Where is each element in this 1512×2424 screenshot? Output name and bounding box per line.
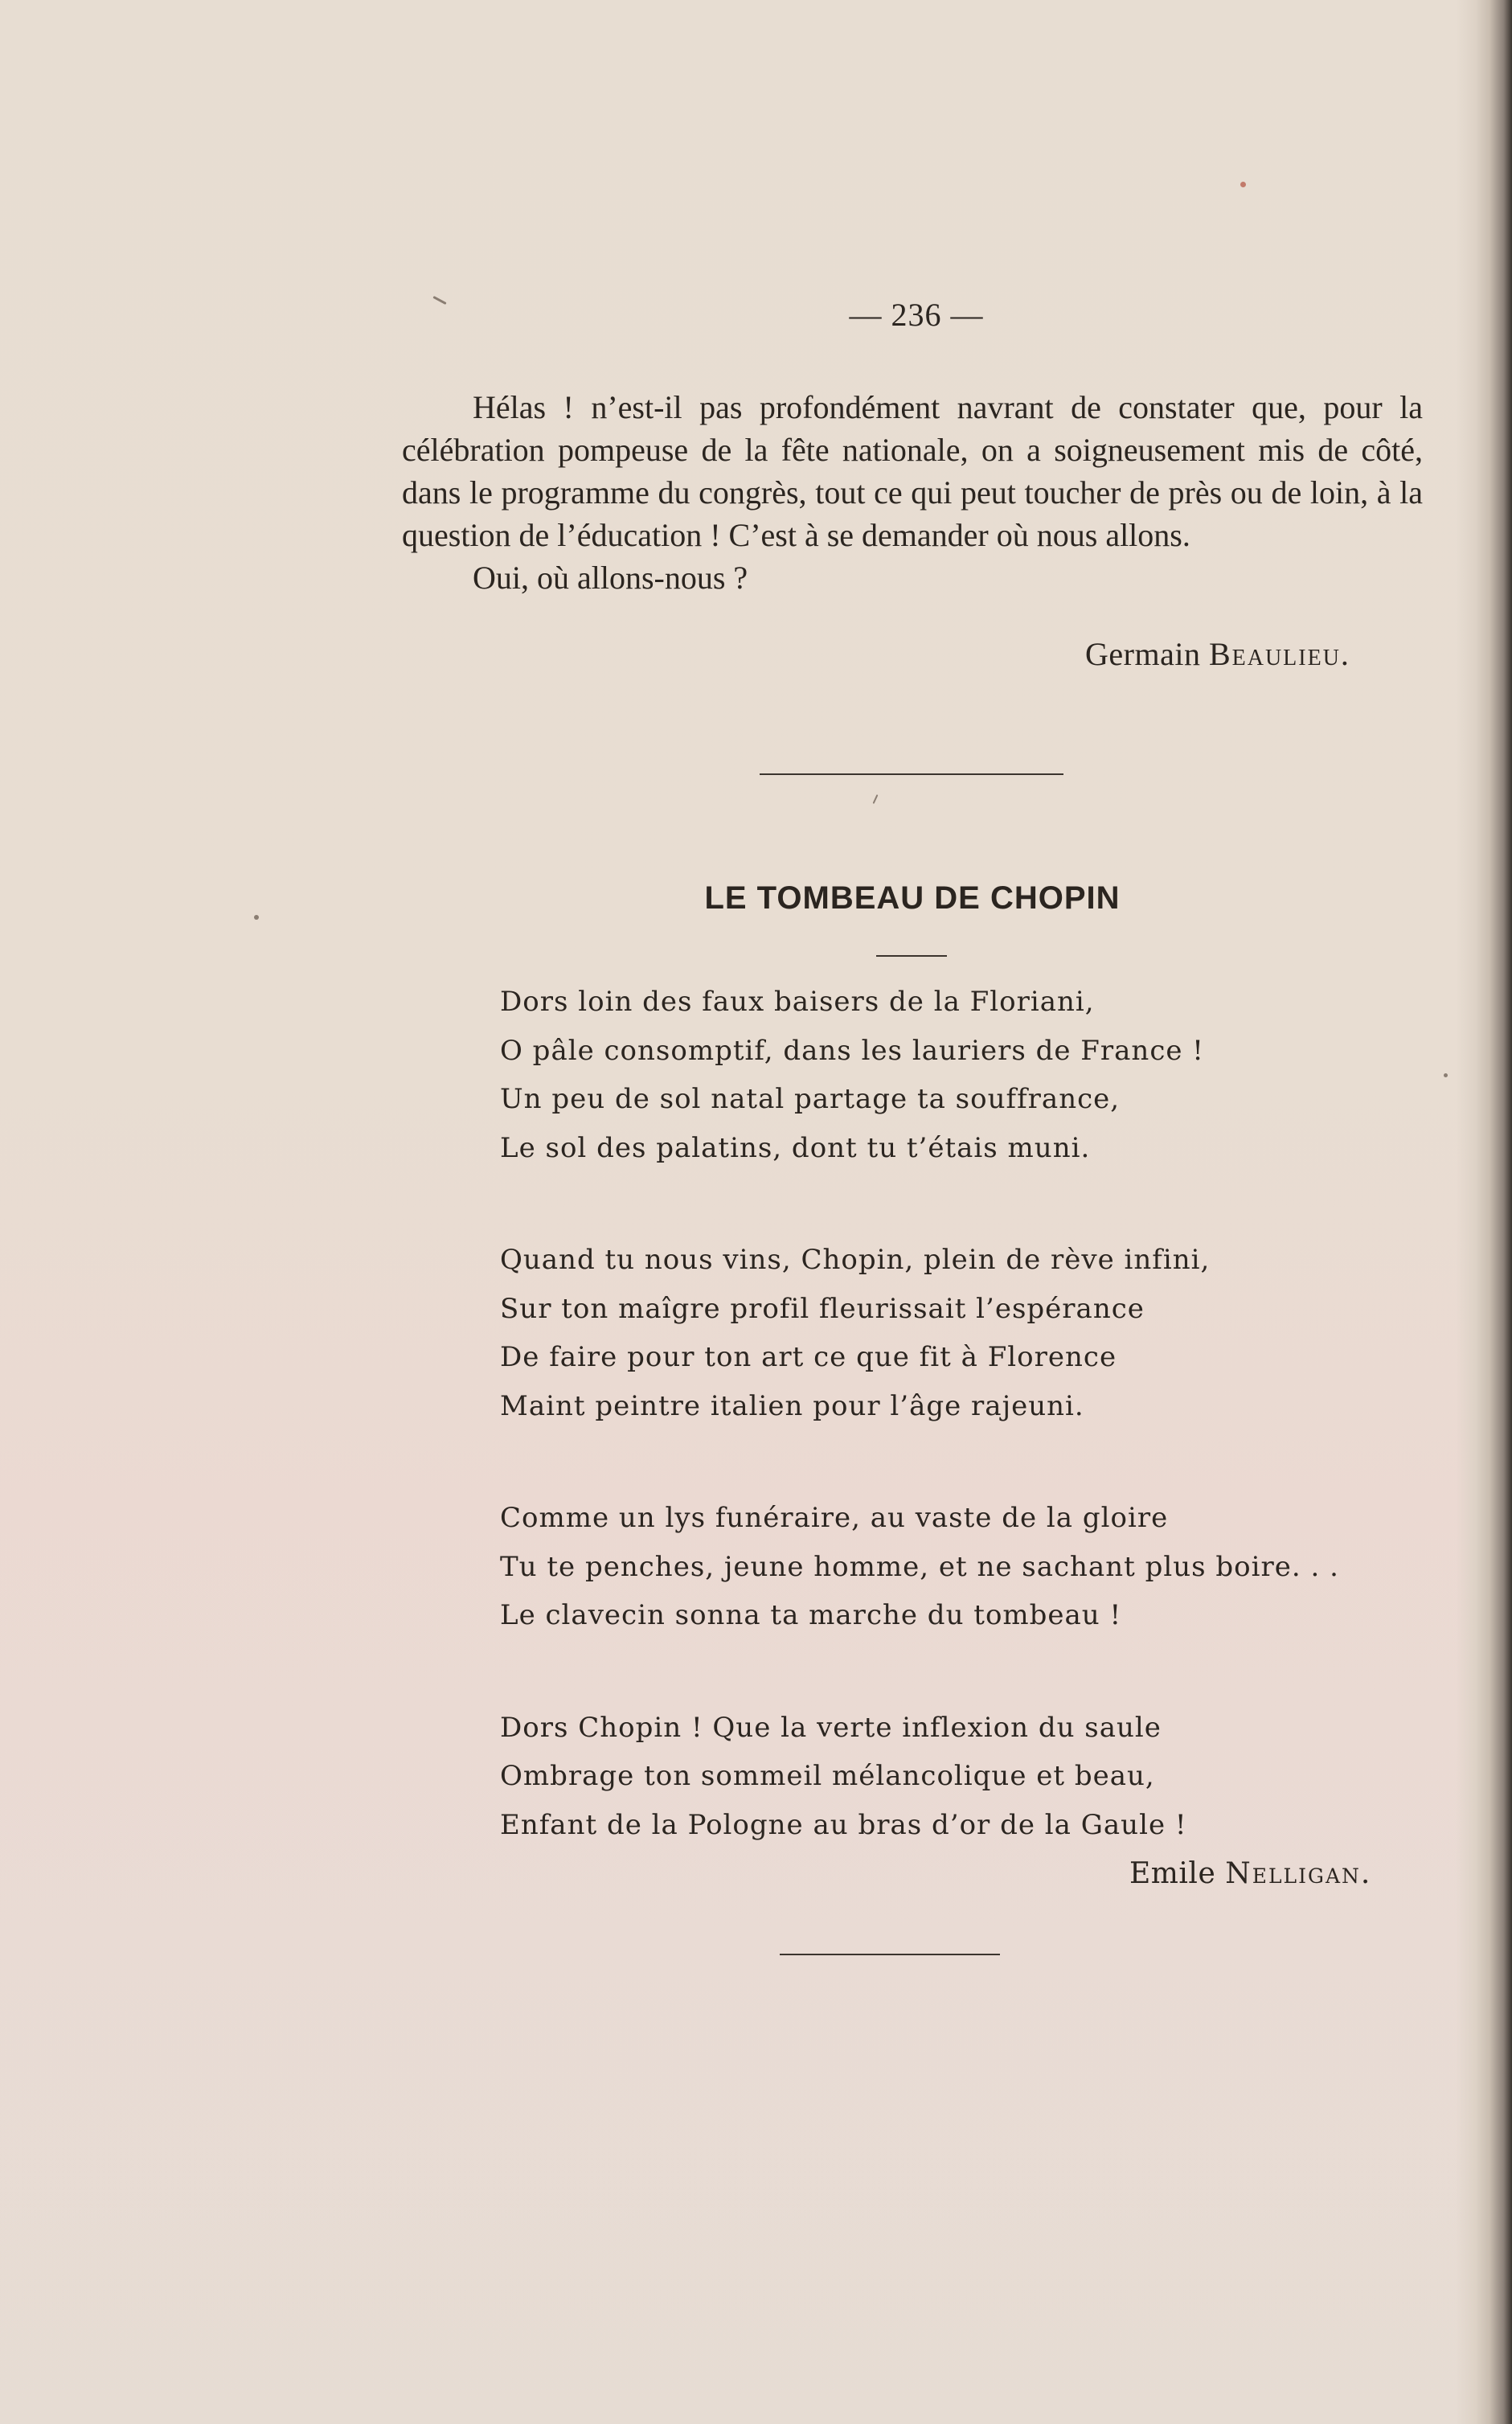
poem-stanza-2: [500, 1236, 1432, 1430]
poem-verse: Dors Chopin ! Que la verte inflexion du saule: [500, 1711, 1162, 1744]
poem-verse: Enfant de la Pologne au bras d’or de la Gaule !: [500, 1808, 1187, 1841]
poem-signature: [1129, 1857, 1371, 1890]
poem-stanza-1: [500, 978, 1432, 1172]
paper-speck: [1444, 1073, 1448, 1077]
poem-verse: Dors loin des faux baisers de la Floriani,: [500, 986, 1095, 1018]
poem-body: [500, 978, 1432, 1913]
poem-stanza-3: [500, 1494, 1432, 1640]
poem-verse: De faire pour ton art ce que fit à Florence: [500, 1341, 1117, 1373]
article-signature: [1085, 635, 1350, 673]
article-signature-last: Beaulieu.: [1208, 636, 1350, 672]
paper-speck: [1240, 182, 1246, 187]
poem-verse: Le clavecin sonna ta marche du tombeau !: [500, 1599, 1122, 1631]
poem-verse: Tu te penches, jeune homme, et ne sachant plus boire. . .: [500, 1550, 1339, 1583]
poem-verse: Ombrage ton sommeil mélancolique et beau,: [500, 1760, 1155, 1792]
page-binding-edge: [1456, 0, 1512, 2424]
title-underline: [876, 955, 947, 957]
paper-speck: [873, 794, 879, 804]
page-number: — 236 —: [849, 297, 984, 333]
section-divider: [760, 773, 1063, 775]
poem-verse: Maint peintre italien pour l’âge rajeuni.: [500, 1389, 1084, 1422]
poem-signature-last: Nelligan.: [1225, 1857, 1372, 1890]
poem-verse: Quand tu nous vins, Chopin, plein de rève infini,: [500, 1244, 1211, 1276]
poem-verse: Le sol des palatins, dont tu t’étais muni.: [500, 1131, 1091, 1164]
article-paragraph-2: Oui, où allons-nous ?: [473, 560, 748, 596]
poem-stanza-4: [500, 1704, 1432, 1850]
poem-verse: Un peu de sol natal partage ta souffrance,: [500, 1083, 1121, 1115]
poem-verse: O pâle consomptif, dans les lauriers de France !: [500, 1034, 1204, 1067]
article-text: [402, 386, 1423, 599]
poem-verse: Sur ton maîgre profil fleurissait l’espérance: [500, 1292, 1145, 1325]
paper-speck: [254, 915, 259, 920]
poem-title: LE TOMBEAU DE CHOPIN: [704, 880, 1121, 916]
article-paragraph-1: Hélas ! n’est-il pas profondément navrant de constater que, pour la célébration pompeuse de la fête nationale, on a soigneusement mis de côté, dans le programme du congrès, tout ce qui peut toucher de près ou de loin, à la question de l’éducation ! C’est à se demander où nous allons.: [402, 389, 1423, 553]
poem-signature-first: Emile: [1129, 1857, 1216, 1890]
article-signature-first: Germain: [1085, 636, 1201, 672]
poem-verse: Comme un lys funéraire, au vaste de la gloire: [500, 1502, 1169, 1534]
end-divider: [780, 1954, 1000, 1955]
